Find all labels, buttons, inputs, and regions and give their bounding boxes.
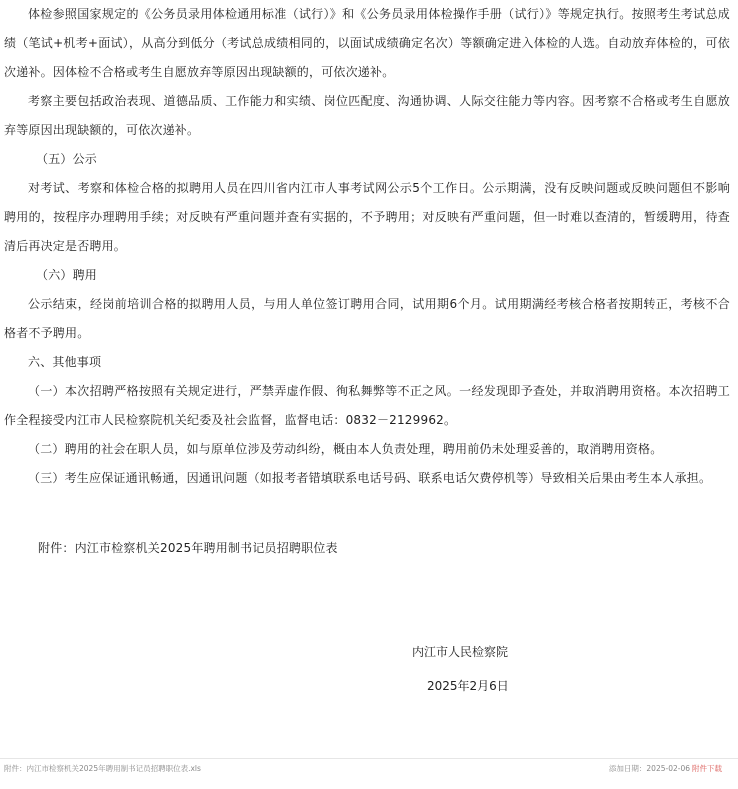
attachment-file-link[interactable]: 附件：内江市检察机关2025年聘用制书记员招聘职位表.xls bbox=[4, 764, 201, 773]
section-heading-publicity: （五）公示 bbox=[36, 152, 98, 166]
attachment-line: 附件：内江市检察机关2025年聘用制书记员招聘职位表 bbox=[38, 541, 338, 555]
paragraph-other-1: （一）本次招聘严格按照有关规定进行，严禁弄虚作假、徇私舞弊等不正之风。一经发现即予查处，并取消聘用资格。本次招聘工作全程接受内江市人民检察院机关纪委及社会监督，监督电话：0832－2129962。 bbox=[4, 384, 730, 427]
page-footer bbox=[0, 758, 738, 789]
section-heading-employment: （六）聘用 bbox=[36, 268, 98, 282]
section-heading-other-matters: 六、其他事项 bbox=[28, 355, 102, 369]
footer-meta bbox=[609, 763, 722, 774]
paragraph-investigation: 考察主要包括政治表现、道德品质、工作能力和实绩、岗位匹配度、沟通协调、人际交往能力等内容。因考察不合格或考生自愿放弃等原因出现缺额的，可依次递补。 bbox=[4, 94, 730, 137]
publish-date: 添加日期：2025-02-06 bbox=[608, 764, 690, 773]
paragraph-other-3: （三）考生应保证通讯畅通，因通讯问题（如报考者错填联系电话号码、联系电话欠费停机等）导致相关后果由考生本人承担。 bbox=[28, 471, 712, 485]
paragraph-employment: 公示结束，经岗前培训合格的拟聘用人员，与用人单位签订聘用合同，试用期6个月。试用期满经考核合格者按期转正，考核不合格者不予聘用。 bbox=[4, 297, 730, 340]
signature-organization: 内江市人民检察院 bbox=[412, 645, 509, 659]
attachment-download-link[interactable]: 附件下载 bbox=[692, 764, 722, 773]
document-body bbox=[4, 0, 730, 563]
paragraph-physical-exam: 体检参照国家规定的《公务员录用体检通用标准（试行）》和《公务员录用体检操作手册（试行）》等规定执行。按照考生考试总成绩（笔试+机考+面试），从高分到低分（考试总成绩相同的，以面试成绩确定名次）等额确定进入体检的人选。自动放弃体检的，可依次递补。因体检不合格或考生自愿放弃等原因出现缺额的，可依次递补。 bbox=[4, 7, 730, 79]
signature-date: 2025年2月6日 bbox=[427, 679, 509, 693]
paragraph-other-2: （二）聘用的社会在职人员，如与原单位涉及劳动纠纷，概由本人负责处理，聘用前仍未处理妥善的，取消聘用资格。 bbox=[28, 442, 663, 456]
paragraph-publicity: 对考试、考察和体检合格的拟聘用人员在四川省内江市人事考试网公示5个工作日。公示期满，没有反映问题或反映问题但不影响聘用的，按程序办理聘用手续；对反映有严重问题并查有实据的，不予聘用；对反映有严重问题，但一时难以查清的，暂缓聘用，待查清后再决定是否聘用。 bbox=[4, 181, 730, 253]
